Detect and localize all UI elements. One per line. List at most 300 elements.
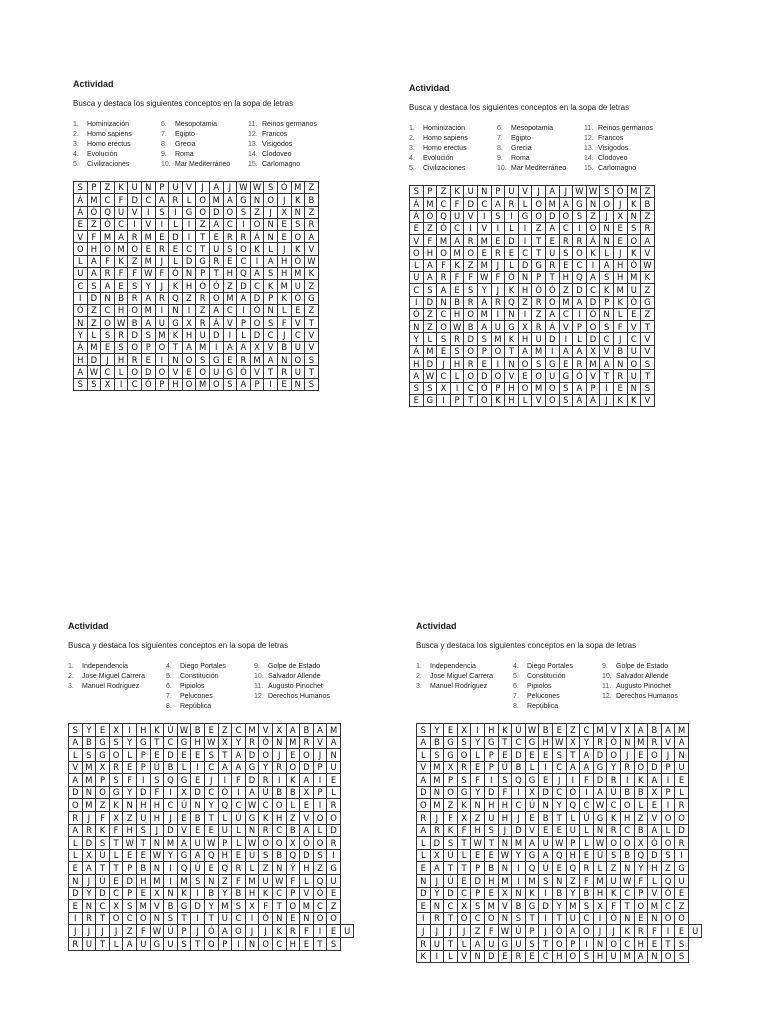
letter-cell[interactable]: F	[114, 268, 128, 280]
letter-cell[interactable]: S	[114, 341, 128, 353]
letter-cell[interactable]: A	[223, 194, 237, 206]
letter-cell[interactable]: D	[512, 749, 526, 762]
letter-cell[interactable]: Z	[128, 255, 142, 267]
letter-cell[interactable]: G	[573, 198, 587, 210]
letter-cell[interactable]: L	[566, 812, 580, 825]
letter-cell[interactable]: O	[136, 912, 150, 925]
letter-cell[interactable]: Z	[218, 875, 232, 888]
letter-cell[interactable]: P	[525, 925, 539, 938]
letter-cell[interactable]: J	[444, 925, 458, 938]
letter-cell[interactable]: G	[182, 206, 196, 218]
letter-cell[interactable]: F	[109, 824, 123, 837]
letter-cell[interactable]: R	[430, 912, 444, 925]
letter-cell[interactable]: E	[648, 799, 662, 812]
letter-cell[interactable]: C	[237, 255, 251, 267]
letter-cell[interactable]: Z	[641, 284, 655, 296]
letter-cell[interactable]: T	[532, 247, 546, 259]
letter-cell[interactable]: R	[464, 235, 478, 247]
letter-cell[interactable]: N	[675, 749, 689, 762]
letter-cell[interactable]: H	[191, 736, 205, 749]
letter-cell[interactable]: M	[627, 272, 641, 284]
letter-cell[interactable]: S	[457, 774, 471, 787]
letter-cell[interactable]: I	[245, 912, 259, 925]
letter-cell[interactable]: D	[518, 259, 532, 271]
letter-cell[interactable]: F	[648, 925, 662, 938]
letter-cell[interactable]: E	[291, 304, 305, 316]
letter-cell[interactable]: U	[169, 181, 183, 193]
letter-cell[interactable]: V	[518, 185, 532, 197]
letter-cell[interactable]: N	[82, 786, 96, 799]
letter-cell[interactable]: E	[437, 345, 451, 357]
letter-cell[interactable]: M	[223, 292, 237, 304]
letter-cell[interactable]: O	[545, 394, 559, 406]
letter-cell[interactable]: I	[491, 222, 505, 234]
letter-cell[interactable]: A	[586, 272, 600, 284]
letter-cell[interactable]: T	[209, 268, 223, 280]
letter-cell[interactable]: L	[264, 243, 278, 255]
letter-cell[interactable]: V	[457, 950, 471, 963]
letter-cell[interactable]: E	[177, 812, 191, 825]
letter-cell[interactable]: M	[218, 900, 232, 913]
letter-cell[interactable]: O	[627, 358, 641, 370]
letter-cell[interactable]: K	[620, 925, 634, 938]
letter-cell[interactable]: T	[600, 370, 614, 382]
letter-cell[interactable]: E	[484, 849, 498, 862]
letter-cell[interactable]: I	[593, 912, 607, 925]
letter-cell[interactable]: V	[607, 723, 621, 736]
letter-cell[interactable]: R	[69, 812, 83, 825]
letter-cell[interactable]: T	[444, 938, 458, 951]
letter-cell[interactable]: H	[74, 354, 88, 366]
letter-cell[interactable]: U	[114, 206, 128, 218]
letter-cell[interactable]: A	[634, 950, 648, 963]
letter-cell[interactable]: I	[164, 862, 178, 875]
letter-cell[interactable]: N	[204, 875, 218, 888]
letter-cell[interactable]: A	[477, 296, 491, 308]
letter-cell[interactable]: L	[237, 329, 251, 341]
letter-cell[interactable]: S	[661, 849, 675, 862]
letter-cell[interactable]: Á	[74, 206, 88, 218]
letter-cell[interactable]: K	[96, 824, 110, 837]
letter-cell[interactable]: I	[232, 938, 246, 951]
letter-cell[interactable]: O	[675, 912, 689, 925]
letter-cell[interactable]: I	[74, 292, 88, 304]
letter-cell[interactable]: X	[620, 723, 634, 736]
letter-cell[interactable]: C	[437, 370, 451, 382]
letter-cell[interactable]: K	[491, 394, 505, 406]
letter-cell[interactable]: R	[464, 296, 478, 308]
letter-cell[interactable]: P	[532, 272, 546, 284]
letter-cell[interactable]: S	[96, 837, 110, 850]
letter-cell[interactable]: Y	[232, 736, 246, 749]
letter-cell[interactable]: Ó	[313, 887, 327, 900]
letter-cell[interactable]: C	[74, 280, 88, 292]
letter-cell[interactable]: P	[250, 378, 264, 390]
letter-cell[interactable]: V	[313, 736, 327, 749]
letter-cell[interactable]: A	[580, 761, 594, 774]
letter-cell[interactable]: X	[430, 849, 444, 862]
letter-cell[interactable]: Q	[237, 268, 251, 280]
letter-cell[interactable]: E	[539, 824, 553, 837]
letter-cell[interactable]: H	[182, 329, 196, 341]
letter-cell[interactable]: W	[245, 837, 259, 850]
letter-cell[interactable]: C	[109, 887, 123, 900]
letter-cell[interactable]: V	[641, 394, 655, 406]
letter-cell[interactable]: N	[272, 862, 286, 875]
letter-cell[interactable]: R	[209, 255, 223, 267]
letter-cell[interactable]: W	[272, 875, 286, 888]
letter-cell[interactable]: S	[471, 900, 485, 913]
letter-cell[interactable]: K	[259, 887, 273, 900]
letter-cell[interactable]: M	[430, 761, 444, 774]
letter-cell[interactable]: T	[136, 837, 150, 850]
letter-cell[interactable]: T	[661, 938, 675, 951]
letter-cell[interactable]: M	[82, 799, 96, 812]
letter-cell[interactable]: X	[586, 345, 600, 357]
letter-cell[interactable]: E	[114, 280, 128, 292]
letter-cell[interactable]: O	[313, 837, 327, 850]
letter-cell[interactable]: O	[128, 304, 142, 316]
letter-cell[interactable]: A	[559, 345, 573, 357]
letter-cell[interactable]: D	[169, 231, 183, 243]
letter-cell[interactable]: C	[259, 799, 273, 812]
letter-cell[interactable]: R	[593, 736, 607, 749]
letter-cell[interactable]: X	[96, 761, 110, 774]
letter-cell[interactable]: U	[291, 366, 305, 378]
letter-cell[interactable]: U	[218, 912, 232, 925]
letter-cell[interactable]: L	[123, 749, 137, 762]
letter-cell[interactable]: X	[593, 900, 607, 913]
letter-cell[interactable]: V	[74, 231, 88, 243]
letter-cell[interactable]: X	[286, 837, 300, 850]
letter-cell[interactable]: Á	[74, 194, 88, 206]
letter-cell[interactable]: I	[518, 235, 532, 247]
letter-cell[interactable]: S	[141, 329, 155, 341]
letter-cell[interactable]: Q	[566, 799, 580, 812]
letter-cell[interactable]: A	[423, 259, 437, 271]
letter-cell[interactable]: C	[128, 378, 142, 390]
letter-cell[interactable]: E	[634, 912, 648, 925]
letter-cell[interactable]: A	[300, 774, 314, 787]
letter-cell[interactable]: D	[209, 206, 223, 218]
letter-cell[interactable]: R	[223, 231, 237, 243]
letter-cell[interactable]: Y	[82, 723, 96, 736]
letter-cell[interactable]: G	[245, 761, 259, 774]
letter-cell[interactable]: L	[505, 259, 519, 271]
letter-cell[interactable]: Ú	[164, 723, 178, 736]
letter-cell[interactable]: Z	[423, 308, 437, 320]
letter-cell[interactable]: D	[128, 194, 142, 206]
letter-cell[interactable]: E	[150, 749, 164, 762]
letter-cell[interactable]: Ó	[87, 206, 101, 218]
letter-cell[interactable]: I	[417, 912, 431, 925]
letter-cell[interactable]: Z	[250, 206, 264, 218]
letter-cell[interactable]: A	[237, 341, 251, 353]
letter-cell[interactable]: E	[286, 912, 300, 925]
letter-cell[interactable]: Q	[218, 862, 232, 875]
letter-cell[interactable]: X	[109, 900, 123, 913]
letter-cell[interactable]: B	[580, 887, 594, 900]
letter-cell[interactable]: R	[491, 247, 505, 259]
letter-cell[interactable]: J	[259, 925, 273, 938]
letter-cell[interactable]: C	[573, 259, 587, 271]
letter-cell[interactable]: P	[661, 761, 675, 774]
letter-cell[interactable]: L	[69, 849, 83, 862]
letter-cell[interactable]: D	[464, 198, 478, 210]
letter-cell[interactable]: R	[327, 799, 341, 812]
letter-cell[interactable]: E	[74, 218, 88, 230]
letter-cell[interactable]: I	[450, 382, 464, 394]
letter-cell[interactable]: O	[552, 938, 566, 951]
letter-cell[interactable]: Y	[471, 786, 485, 799]
letter-cell[interactable]: V	[498, 900, 512, 913]
letter-cell[interactable]: O	[661, 837, 675, 850]
letter-cell[interactable]: S	[109, 774, 123, 787]
letter-cell[interactable]: O	[313, 912, 327, 925]
letter-cell[interactable]: S	[87, 378, 101, 390]
letter-cell[interactable]: O	[327, 812, 341, 825]
letter-cell[interactable]: X	[109, 723, 123, 736]
letter-cell[interactable]: J	[223, 181, 237, 193]
letter-cell[interactable]: H	[450, 358, 464, 370]
letter-cell[interactable]: U	[291, 280, 305, 292]
letter-cell[interactable]: O	[607, 837, 621, 850]
letter-cell[interactable]: K	[607, 887, 621, 900]
letter-cell[interactable]: S	[259, 849, 273, 862]
letter-cell[interactable]: C	[518, 247, 532, 259]
letter-cell[interactable]: E	[613, 382, 627, 394]
letter-cell[interactable]: Q	[661, 875, 675, 888]
letter-cell[interactable]: U	[136, 812, 150, 825]
letter-cell[interactable]: T	[457, 837, 471, 850]
letter-cell[interactable]: L	[300, 875, 314, 888]
letter-cell[interactable]: A	[74, 366, 88, 378]
letter-cell[interactable]: J	[613, 333, 627, 345]
letter-cell[interactable]: D	[593, 749, 607, 762]
letter-cell[interactable]: O	[128, 366, 142, 378]
letter-cell[interactable]: O	[250, 218, 264, 230]
letter-cell[interactable]: U	[259, 875, 273, 888]
letter-cell[interactable]: E	[209, 231, 223, 243]
letter-cell[interactable]: Ý	[634, 862, 648, 875]
letter-cell[interactable]: H	[223, 268, 237, 280]
letter-cell[interactable]: A	[264, 255, 278, 267]
letter-cell[interactable]: M	[477, 235, 491, 247]
letter-cell[interactable]: E	[444, 723, 458, 736]
letter-cell[interactable]: A	[123, 938, 137, 951]
letter-cell[interactable]: F	[634, 875, 648, 888]
letter-cell[interactable]: N	[169, 354, 183, 366]
letter-cell[interactable]: S	[164, 912, 178, 925]
letter-cell[interactable]: R	[417, 938, 431, 951]
letter-cell[interactable]: A	[114, 231, 128, 243]
letter-cell[interactable]: T	[204, 912, 218, 925]
letter-cell[interactable]: Ó	[607, 736, 621, 749]
letter-cell[interactable]: W	[177, 723, 191, 736]
letter-cell[interactable]: A	[477, 321, 491, 333]
letter-cell[interactable]: E	[525, 950, 539, 963]
letter-cell[interactable]: C	[114, 218, 128, 230]
letter-cell[interactable]: Z	[566, 723, 580, 736]
letter-cell[interactable]: D	[123, 875, 137, 888]
letter-cell[interactable]: P	[423, 185, 437, 197]
letter-cell[interactable]: F	[607, 900, 621, 913]
letter-cell[interactable]: S	[291, 218, 305, 230]
letter-cell[interactable]: R	[505, 198, 519, 210]
letter-cell[interactable]: V	[505, 370, 519, 382]
letter-cell[interactable]: Q	[177, 862, 191, 875]
letter-cell[interactable]: W	[87, 366, 101, 378]
letter-cell[interactable]: D	[69, 887, 83, 900]
letter-cell[interactable]: Ú	[444, 875, 458, 888]
letter-cell[interactable]: D	[245, 749, 259, 762]
letter-cell[interactable]: F	[232, 774, 246, 787]
letter-cell[interactable]: Ú	[150, 761, 164, 774]
letter-cell[interactable]: F	[613, 321, 627, 333]
letter-cell[interactable]: S	[641, 382, 655, 394]
letter-cell[interactable]: J	[69, 925, 83, 938]
letter-cell[interactable]: N	[164, 887, 178, 900]
letter-cell[interactable]: E	[525, 749, 539, 762]
letter-cell[interactable]: P	[491, 185, 505, 197]
letter-cell[interactable]: K	[177, 887, 191, 900]
letter-cell[interactable]: V	[141, 218, 155, 230]
letter-cell[interactable]: B	[450, 296, 464, 308]
letter-cell[interactable]: H	[484, 723, 498, 736]
letter-cell[interactable]: P	[600, 296, 614, 308]
letter-cell[interactable]: P	[264, 292, 278, 304]
letter-cell[interactable]: B	[232, 887, 246, 900]
letter-cell[interactable]: S	[675, 950, 689, 963]
letter-cell[interactable]: V	[410, 235, 424, 247]
letter-cell[interactable]: V	[532, 394, 546, 406]
letter-cell[interactable]: M	[477, 308, 491, 320]
letter-cell[interactable]: M	[634, 736, 648, 749]
letter-cell[interactable]: C	[164, 799, 178, 812]
letter-cell[interactable]: G	[525, 736, 539, 749]
letter-cell[interactable]: E	[155, 231, 169, 243]
letter-cell[interactable]: R	[607, 774, 621, 787]
letter-cell[interactable]: X	[457, 812, 471, 825]
letter-cell[interactable]: B	[164, 900, 178, 913]
letter-cell[interactable]: K	[505, 333, 519, 345]
letter-cell[interactable]: S	[607, 849, 621, 862]
letter-cell[interactable]: G	[532, 259, 546, 271]
letter-cell[interactable]: Ó	[423, 210, 437, 222]
letter-cell[interactable]: O	[464, 308, 478, 320]
letter-cell[interactable]: U	[566, 824, 580, 837]
letter-cell[interactable]: T	[313, 938, 327, 951]
letter-cell[interactable]: Z	[518, 296, 532, 308]
letter-cell[interactable]: E	[498, 749, 512, 762]
letter-cell[interactable]: K	[627, 198, 641, 210]
letter-cell[interactable]: O	[272, 799, 286, 812]
letter-cell[interactable]: L	[457, 849, 471, 862]
letter-cell[interactable]: N	[264, 231, 278, 243]
letter-cell[interactable]: L	[286, 799, 300, 812]
letter-cell[interactable]: R	[101, 268, 115, 280]
letter-cell[interactable]: R	[169, 194, 183, 206]
letter-cell[interactable]: U	[607, 950, 621, 963]
letter-cell[interactable]: H	[620, 812, 634, 825]
letter-cell[interactable]: J	[313, 749, 327, 762]
letter-cell[interactable]: U	[164, 938, 178, 951]
letter-cell[interactable]: Z	[313, 862, 327, 875]
letter-cell[interactable]: O	[634, 900, 648, 913]
letter-cell[interactable]: Y	[471, 736, 485, 749]
letter-cell[interactable]: E	[477, 247, 491, 259]
letter-cell[interactable]: B	[641, 198, 655, 210]
letter-cell[interactable]: E	[327, 887, 341, 900]
letter-cell[interactable]: A	[237, 378, 251, 390]
letter-cell[interactable]: R	[259, 824, 273, 837]
letter-cell[interactable]: M	[423, 345, 437, 357]
letter-cell[interactable]: E	[627, 308, 641, 320]
letter-cell[interactable]: N	[182, 268, 196, 280]
letter-cell[interactable]: E	[471, 761, 485, 774]
letter-cell[interactable]: W	[552, 736, 566, 749]
letter-cell[interactable]: R	[300, 736, 314, 749]
letter-cell[interactable]: M	[532, 345, 546, 357]
letter-cell[interactable]: M	[627, 185, 641, 197]
letter-cell[interactable]: L	[471, 749, 485, 762]
letter-cell[interactable]: R	[675, 837, 689, 850]
letter-cell[interactable]: I	[580, 786, 594, 799]
letter-cell[interactable]: P	[586, 382, 600, 394]
letter-cell[interactable]: U	[505, 185, 519, 197]
letter-cell[interactable]: D	[164, 749, 178, 762]
letter-cell[interactable]: R	[417, 812, 431, 825]
letter-cell[interactable]: W	[498, 849, 512, 862]
letter-cell[interactable]: T	[218, 749, 232, 762]
letter-cell[interactable]: I	[661, 774, 675, 787]
letter-cell[interactable]: V	[182, 181, 196, 193]
letter-cell[interactable]: N	[593, 824, 607, 837]
letter-cell[interactable]: V	[559, 321, 573, 333]
letter-cell[interactable]: M	[82, 761, 96, 774]
letter-cell[interactable]: Ó	[648, 837, 662, 850]
letter-cell[interactable]: D	[191, 786, 205, 799]
letter-cell[interactable]: W	[114, 317, 128, 329]
letter-cell[interactable]: J	[613, 198, 627, 210]
letter-cell[interactable]: F	[150, 786, 164, 799]
letter-cell[interactable]: Ó	[586, 308, 600, 320]
letter-cell[interactable]: T	[96, 862, 110, 875]
letter-cell[interactable]: O	[300, 749, 314, 762]
letter-cell[interactable]: R	[114, 329, 128, 341]
letter-cell[interactable]: G	[423, 394, 437, 406]
letter-cell[interactable]: S	[223, 378, 237, 390]
letter-cell[interactable]: J	[191, 925, 205, 938]
letter-cell[interactable]: O	[237, 243, 251, 255]
letter-cell[interactable]: N	[417, 875, 431, 888]
letter-cell[interactable]: I	[209, 341, 223, 353]
letter-cell[interactable]: R	[128, 292, 142, 304]
letter-cell[interactable]: N	[277, 354, 291, 366]
letter-cell[interactable]: B	[634, 786, 648, 799]
letter-cell[interactable]: A	[232, 749, 246, 762]
letter-cell[interactable]: U	[545, 247, 559, 259]
letter-cell[interactable]: O	[484, 912, 498, 925]
letter-cell[interactable]: N	[69, 875, 83, 888]
letter-cell[interactable]: B	[305, 194, 319, 206]
letter-cell[interactable]: F	[450, 198, 464, 210]
letter-cell[interactable]: O	[96, 786, 110, 799]
letter-cell[interactable]: X	[300, 786, 314, 799]
letter-cell[interactable]: A	[450, 235, 464, 247]
letter-cell[interactable]: O	[250, 317, 264, 329]
letter-cell[interactable]: N	[600, 222, 614, 234]
